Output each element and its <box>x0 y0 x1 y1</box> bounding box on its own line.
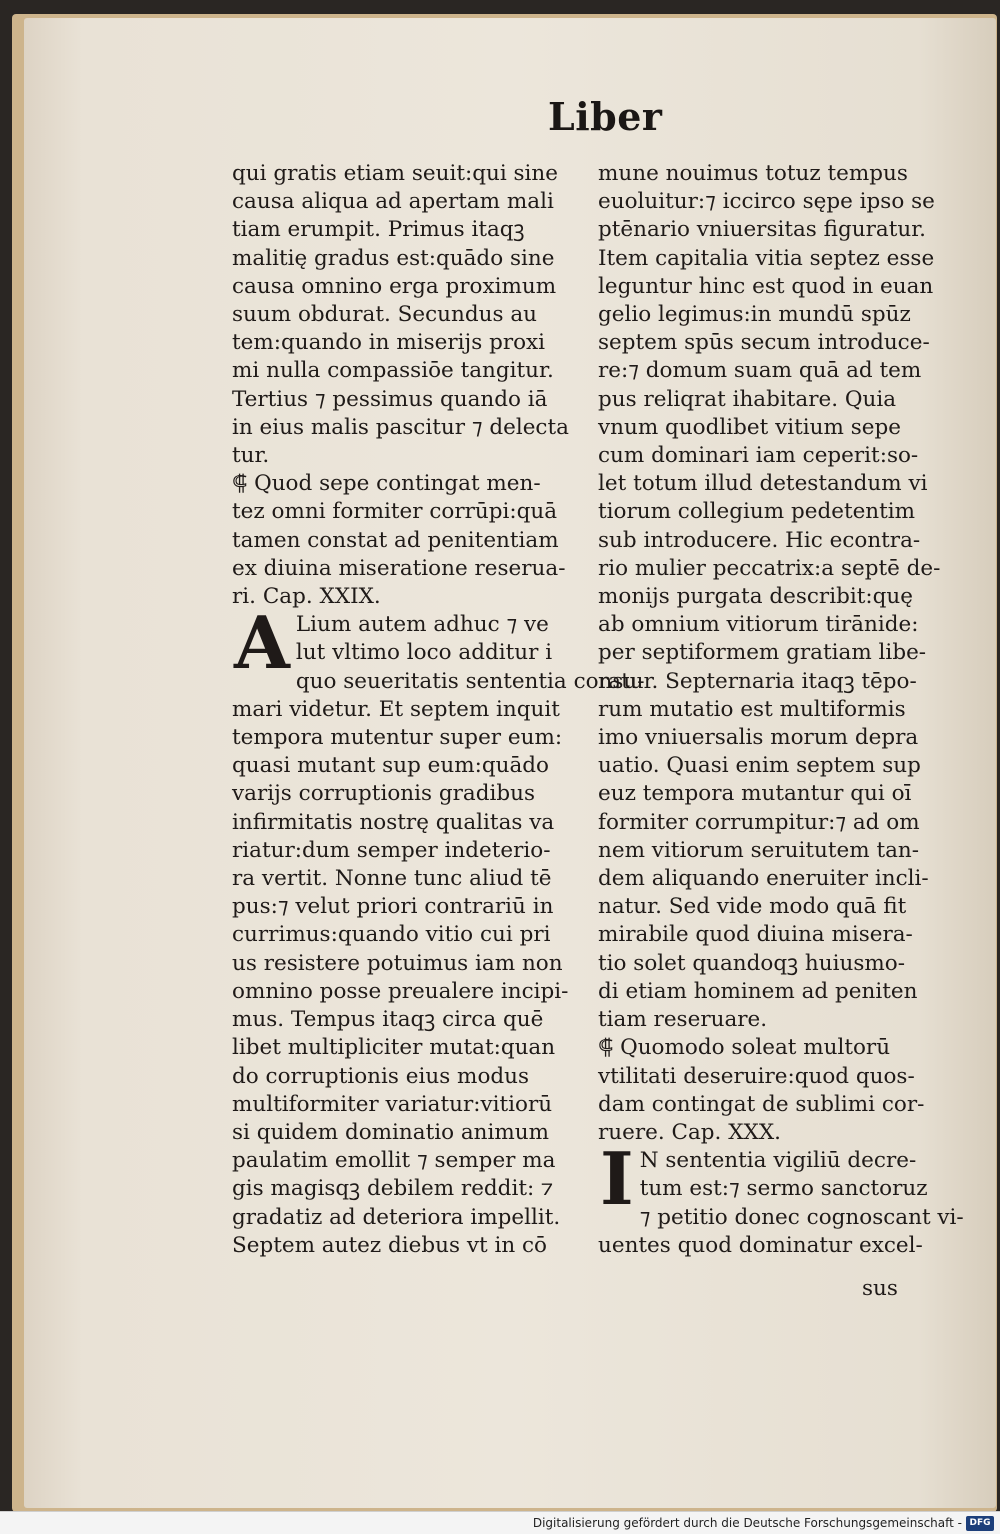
text-line: ra vertit. Nonne tunc aliud tē <box>232 866 552 892</box>
text-line: mi nulla compassiōe tangitur. <box>232 358 554 384</box>
text-line: gradatiz ad deteriora impellit. <box>232 1204 561 1230</box>
text-line: tamen constat ad penitentiam <box>232 527 559 553</box>
text-line: re:⁊ domum suam quā ad tem <box>598 358 922 384</box>
text-line: tio solet quandoqꝫ huiusmo- <box>598 950 905 976</box>
text-line: Lium autem adhuc ⁊ ve <box>295 612 549 638</box>
text-line: tiam reseruare. <box>598 1007 768 1033</box>
text-line: let totum illud detestandum vi <box>598 471 928 497</box>
catchword: sus <box>862 1276 898 1301</box>
text-line: ptēnario vniuersitas figuratur. <box>598 217 926 243</box>
text-line: tempora mutentur super eum: <box>232 725 563 751</box>
text-line: ri. Cap. XXIX. <box>232 584 381 610</box>
text-line: per septiformem gratiam libe- <box>598 640 927 666</box>
text-line: paulatim emollit ⁊ semper ma <box>232 1148 556 1174</box>
text-line: tez omni formiter corrūpi:quā <box>232 499 558 525</box>
text-line: lut vltimo loco additur i <box>295 640 553 666</box>
text-line: N sententia vigiliū decre- <box>639 1148 917 1174</box>
text-line: omnino posse preualere incipi- <box>232 978 569 1004</box>
text-line: riatur:dum semper indeterio- <box>232 837 551 863</box>
text-line: do corruptionis eius modus <box>232 1063 530 1089</box>
text-line: gis magisqꝫ debilem reddit: ⁊ <box>232 1176 554 1202</box>
text-line: septem spūs secum introduce- <box>598 330 930 356</box>
text-line: mari videtur. Et septem inquit <box>232 696 560 722</box>
text-line: di etiam hominem ad peniten <box>598 978 918 1004</box>
text-line: tem:quando in miserijs proxi <box>232 330 546 356</box>
text-line: monijs purgata describit:quę <box>598 584 913 610</box>
text-line: vtilitati deseruire:quod quos- <box>598 1063 915 1089</box>
text-line: malitię gradus est:quādo sine <box>232 245 555 271</box>
text-line: ruere. Cap. XXX. <box>598 1119 781 1145</box>
text-line: formiter corrumpitur:⁊ ad om <box>598 809 920 835</box>
text-line: euoluitur:⁊ iccirco sępe ipso se <box>598 189 935 215</box>
text-line: tiam erumpit. Primus itaqꝫ <box>232 217 525 243</box>
text-line: quasi mutant sup eum:quādo <box>232 753 549 779</box>
left-text-block-b <box>232 668 645 1260</box>
initial-lines <box>598 1147 943 1203</box>
text-line: mus. Tempus itaqꝫ circa quē <box>232 1007 544 1033</box>
left-column <box>232 160 645 1260</box>
text-line: ⁊ petitio donec cognoscant vi- <box>639 1204 964 1230</box>
text-line: Tertius ⁊ pessimus quando iā <box>232 386 548 412</box>
text-line: ratur. Septernaria itaqꝫ tēpo- <box>598 668 917 694</box>
text-line: tiorum collegium pedetentim <box>598 499 916 525</box>
text-line: si quidem dominatio animum <box>232 1119 550 1145</box>
text-line: vnum quodlibet vitium sepe <box>598 414 901 440</box>
text-line: euz tempora mutantur qui oī <box>598 781 912 807</box>
text-line: ⸿ Quomodo soleat multorū <box>598 1035 891 1061</box>
text-line: libet multipliciter mutat:quan <box>232 1035 556 1061</box>
text-line: causa aliqua ad apertam mali <box>232 189 554 215</box>
text-line: causa omnino erga proximum <box>232 273 557 299</box>
text-line: in eius malis pascitur ⁊ delecta <box>232 414 569 440</box>
text-line: mirabile quod diuina misera- <box>598 922 913 948</box>
text-line: dem aliquando eneruiter incli- <box>598 866 929 892</box>
text-line: uentes quod dominatur excel- <box>598 1232 923 1258</box>
drop-initial-a: A <box>234 600 290 686</box>
text-line: leguntur hinc est quod in euan <box>598 273 934 299</box>
drop-initial-i: I <box>600 1136 634 1222</box>
running-head: Liber <box>548 94 663 139</box>
text-line: cum dominari iam ceperit:so- <box>598 443 919 469</box>
text-line: sub introducere. Hic econtra- <box>598 527 921 553</box>
text-line: ex diuina miseratione reserua- <box>232 555 566 581</box>
text-line: pus:⁊ velut priori contrariū in <box>232 894 554 920</box>
right-text-block-b <box>598 1204 964 1260</box>
text-line: nem vitiorum seruitutem tan- <box>598 837 920 863</box>
digitization-credit: Digitalisierung gefördert durch die Deutsche Forschungsgemeinschaft - <box>532 1516 962 1530</box>
left-text-block-a <box>232 160 577 611</box>
footer-bar <box>0 1511 1000 1534</box>
text-line: natur. Sed vide modo quā fit <box>598 894 907 920</box>
text-line: currimus:quando vitio cui pri <box>232 922 551 948</box>
text-line: ab omnium vitiorum tirānide: <box>598 612 919 638</box>
text-line: ⸿ Quod sepe contingat men- <box>232 471 541 497</box>
text-line: multiformiter variatur:vitiorū <box>232 1091 553 1117</box>
text-line: tur. <box>232 443 270 469</box>
text-line: tum est:⁊ sermo sanctoruz <box>639 1176 928 1202</box>
text-line: rio mulier peccatrix:a septē de- <box>598 555 941 581</box>
text-line: varijs corruptionis gradibus <box>232 781 535 807</box>
text-line: imo vniuersalis morum depra <box>598 725 919 751</box>
text-line: uatio. Quasi enim septem sup <box>598 753 921 779</box>
text-line: pus reliqrat ihabitare. Quia <box>598 386 897 412</box>
text-line: quo seueritatis sententia consu- <box>295 668 645 694</box>
right-column <box>598 160 964 1260</box>
text-line: dam contingat de sublimi cor- <box>598 1091 925 1117</box>
text-line: rum mutatio est multiformis <box>598 696 906 722</box>
text-line: infirmitatis nostrę qualitas va <box>232 809 555 835</box>
text-line: qui gratis etiam seuit:qui sine <box>232 161 559 186</box>
text-line: Septem autez diebus vt in cō <box>232 1232 547 1258</box>
right-text-block-a <box>598 160 943 1147</box>
text-line: mune nouimus totuz tempus <box>598 161 908 186</box>
text-line: Item capitalia vitia septez esse <box>598 245 935 271</box>
dfg-logo-icon: DFG <box>966 1516 994 1531</box>
text-line: gelio legimus:in mundū spūz <box>598 302 911 328</box>
text-line: suum obdurat. Secundus au <box>232 302 537 328</box>
text-line: us resistere potuimus iam non <box>232 950 563 976</box>
